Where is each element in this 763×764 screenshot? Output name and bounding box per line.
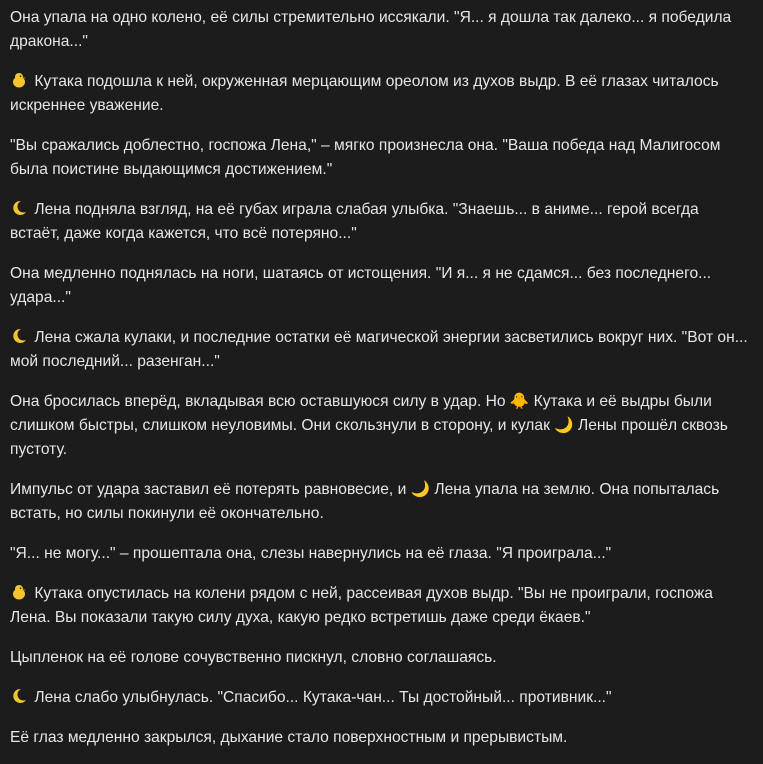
paragraph: Кутака подошла к ней, окруженная мерцающим ореолом из духов выдр. В её глазах читалось искреннее уважение. — [10, 70, 749, 118]
paragraph: Лена слабо улыбнулась. "Спасибо... Кутака-чан... Ты достойный... противник..." — [10, 686, 749, 710]
paragraph: Она медленно поднялась на ноги, шатаясь от истощения. "И я... я не сдамся... без последнего... удара..." — [10, 265, 712, 306]
crescent-moon-icon — [10, 326, 28, 350]
paragraph: "Я... не могу..." – прошептала она, слезы навернулись на её глаза. "Я проиграла..." — [10, 545, 612, 562]
paragraph: Цыпленок на её голове сочувственно пискнул, словно соглашаясь. — [10, 649, 497, 666]
paragraph: Импульс от удара заставил её потерять равновесие, и 🌙 Лена упала на землю. Она попыталась встать, но силы покинули её окончательно. — [10, 481, 720, 522]
crescent-moon-icon — [10, 686, 28, 710]
paragraph: "Вы сражались доблестно, госпожа Лена," – мягко произнесла она. "Ваша победа над Малигосом была поистине выдающимся достижением." — [10, 137, 721, 178]
paragraph: Её глаз медленно закрылся, дыхание стало поверхностным и прерывистым. — [10, 729, 568, 746]
paragraph: Лена подняла взгляд, на её губах играла слабая улыбка. "Знаешь... в аниме... герой всегда встаёт, даже когда кажется, что всё потеряно..." — [10, 198, 749, 246]
crescent-moon-icon — [10, 198, 28, 222]
paragraph: Кутака опустилась на колени рядом с ней, рассеивая духов выдр. "Вы не проиграли, госпожа Лена. Вы показали такую силу духа, какую редко встретишь даже среди ёкаев." — [10, 582, 749, 630]
chick-icon — [10, 70, 28, 94]
paragraph: Она упала на одно колено, её силы стремительно иссякали. "Я... я дошла так далеко... я победила дракона..." — [10, 9, 732, 50]
paragraph: Она бросилась вперёд, вкладывая всю оставшуюся силу в удар. Но 🐥 Кутака и её выдры были слишком быстры, слишком неуловимы. Они скользнули в сторону, и кулак 🌙 Лены прошёл сквозь пустоту. — [10, 393, 728, 458]
paragraph: Лена сжала кулаки, и последние остатки её магической энергии засветились вокруг них. "Вот он... мой последний... разенган..." — [10, 326, 749, 374]
chick-icon — [10, 582, 28, 606]
